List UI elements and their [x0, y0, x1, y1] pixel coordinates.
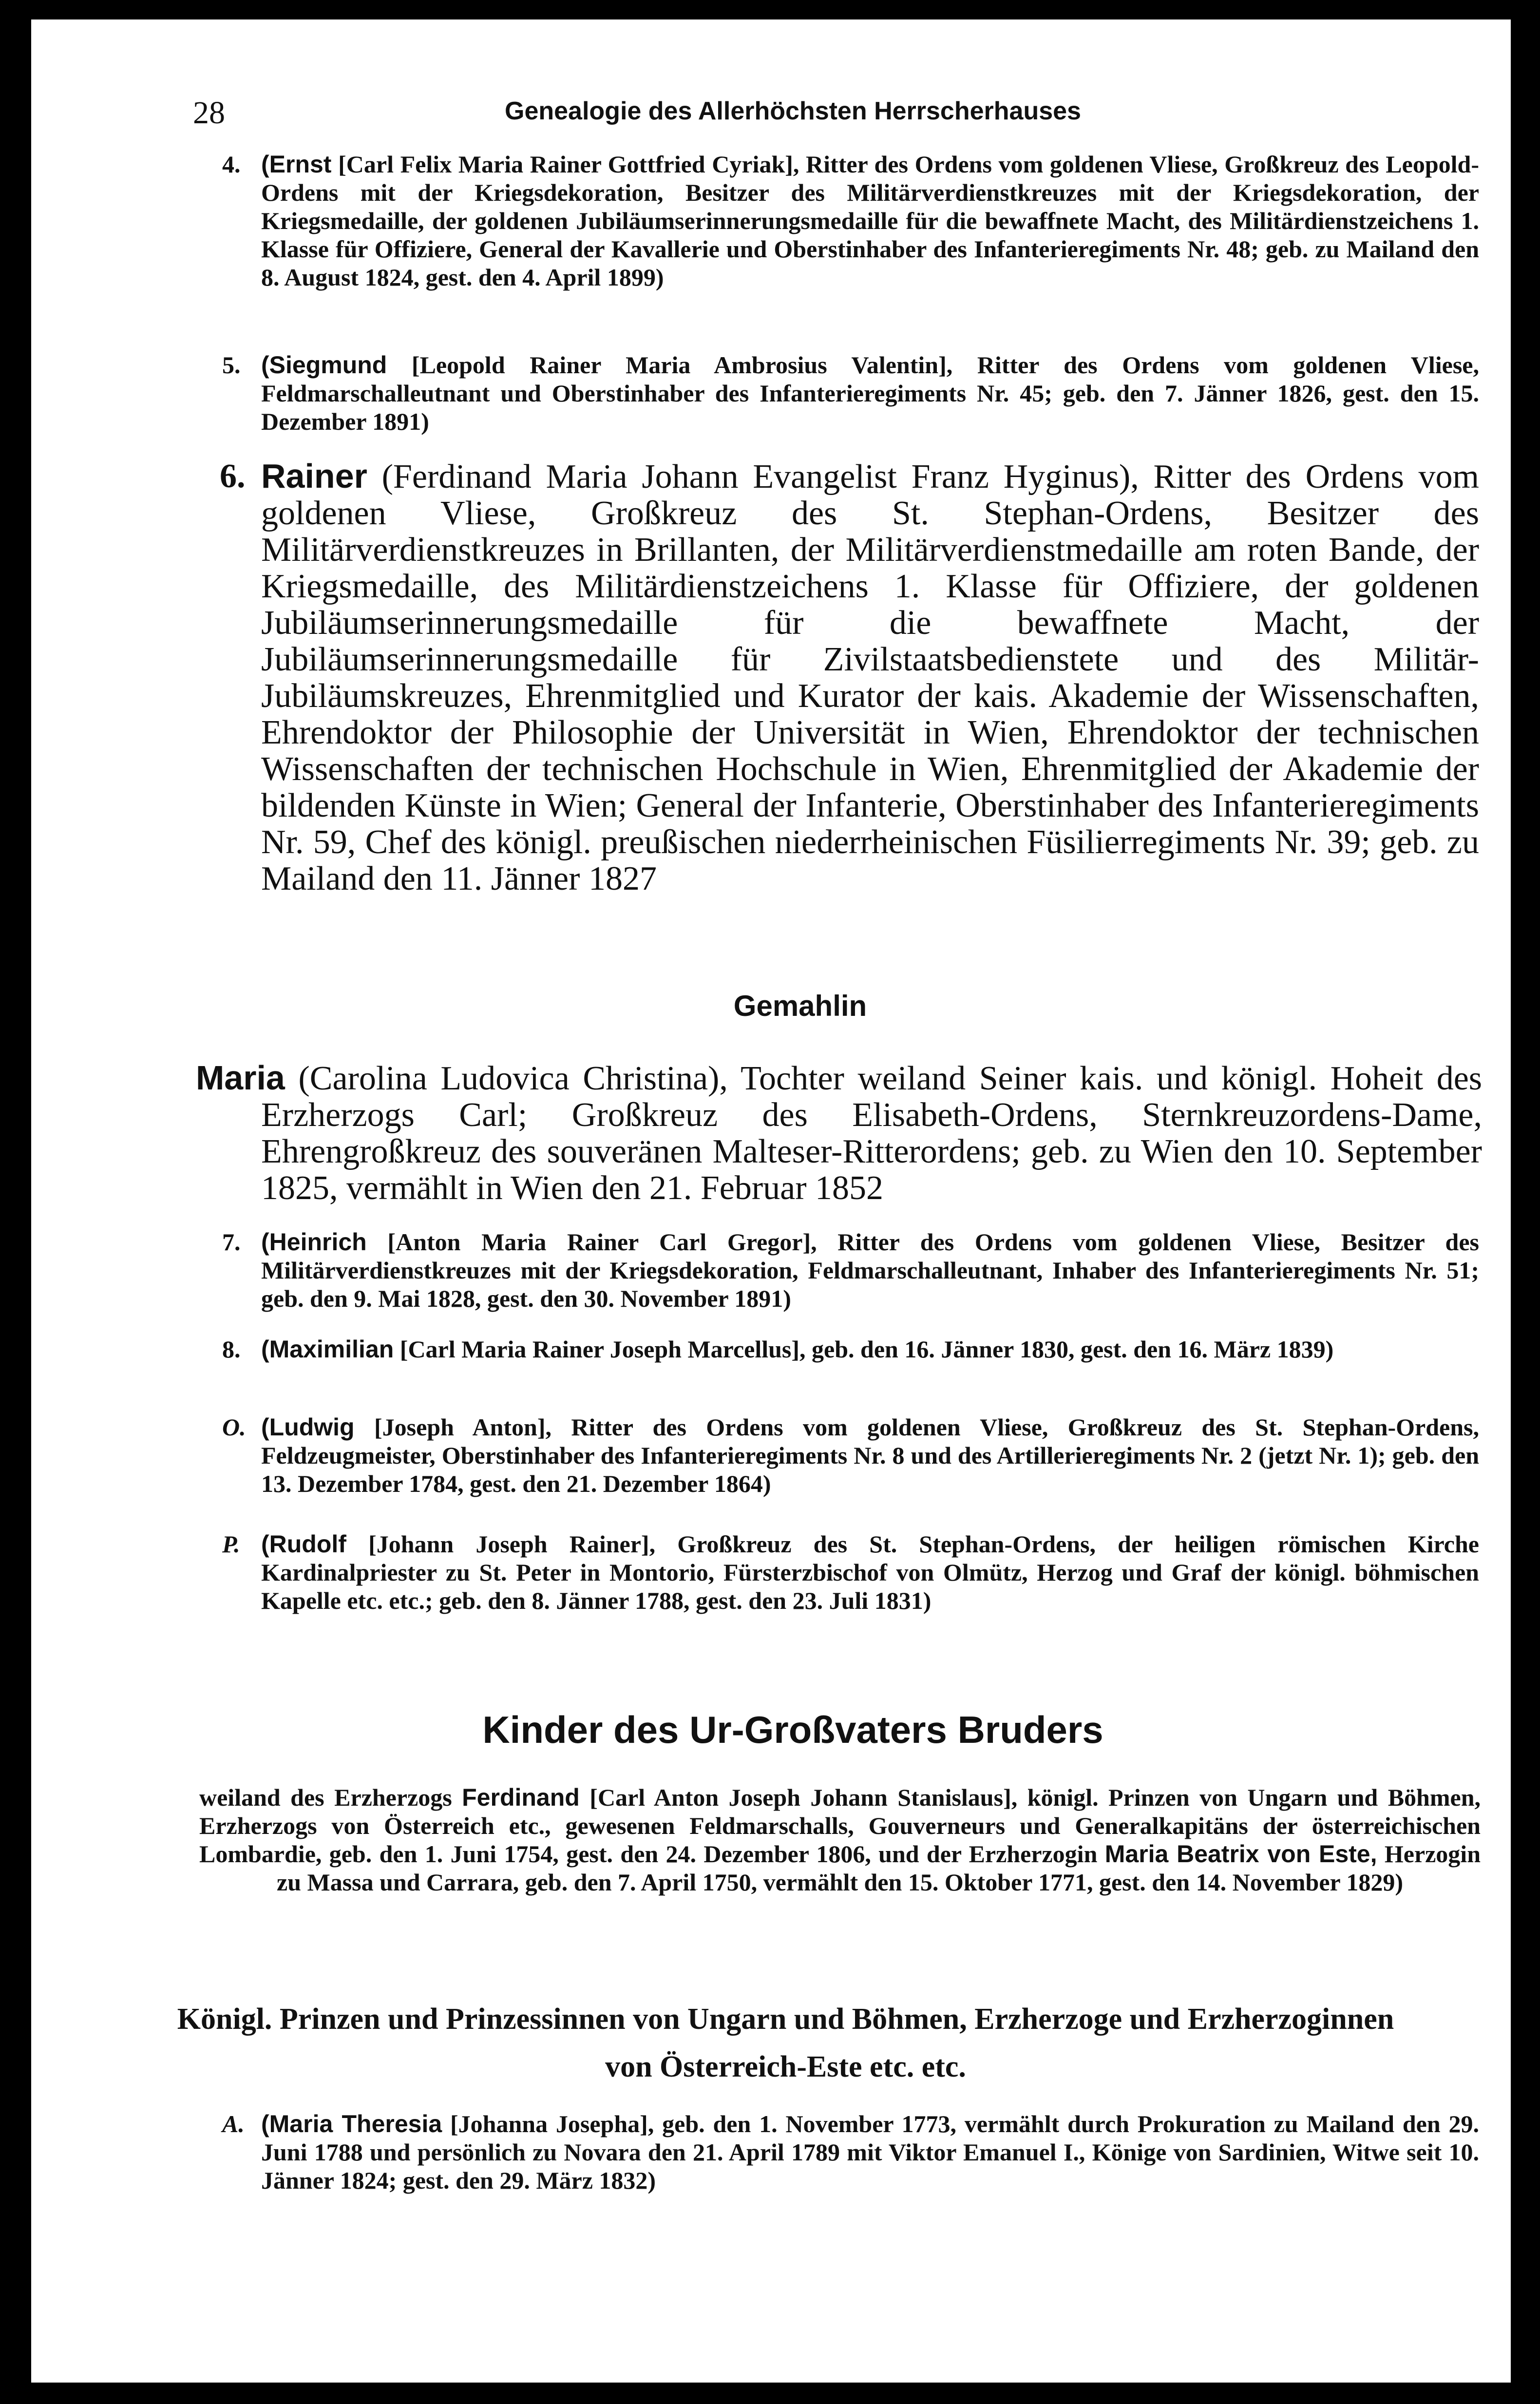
section-heading-line-2: von Österreich-Este etc. etc.	[605, 2050, 966, 2083]
entry-name: (Ernst	[261, 151, 332, 178]
section-intro	[199, 1783, 1481, 1896]
entry-5	[222, 351, 1479, 436]
entry-name: Rainer	[261, 457, 367, 495]
entry-name: (Ludwig	[261, 1413, 355, 1441]
entry-number: P.	[222, 1530, 240, 1558]
entry-text: [Anton Maria Rainer Carl Gregor], Ritter des Ordens vom goldenen Vliese, Besitzer des Militärverdienstkreuzes mit der Kriegsdekoration, Feldmarschalleutnant, Inhaber des Infanterieregiments Nr. 51; geb. den 9. Mai 1828, gest. den 30. November 1891)	[261, 1228, 1479, 1312]
entry-7	[222, 1228, 1479, 1313]
intro-name-maria-beatrix: Maria Beatrix von Este,	[1104, 1840, 1377, 1868]
entry-text: (Ferdinand Maria Johann Evangelist Franz Hyginus), Ritter des Ordens vom goldenen Vliese, Großkreuz des St. Stephan-Ordens, Besitzer des Militärverdienstkreuzes in Brillanten, der Militärverdienstmedaille am roten Bande, der Kriegsmedaille, des Militärdienstzeichens 1. Klasse für Offiziere, der goldenen Jubiläumserinnerungsmedaille für die bewaffnete Macht, der Jubiläumserinnerungsmedaille für Zivilstaatsbedienstete und des Militär-Jubiläumskreuzes, Ehrenmitglied und Kurator der kais. Akademie der Wissenschaften, Ehrendoktor der Philosophie der Universität in Wien, Ehrendoktor der technischen Wissenschaften der technischen Hochschule in Wien, Ehrenmitglied der Akademie der bildenden Künste in Wien; General der Infanterie, Oberstinhaber des Infanterieregiments Nr. 59, Chef des königl. preußischen niederrheinischen Füsilierregiments Nr. 39; geb. zu Mailand den 11. Jänner 1827	[261, 458, 1479, 897]
entry-text: [Leopold Rainer Maria Ambrosius Valentin], Ritter des Ordens vom goldenen Vliese, Feldmarschalleutnant und Oberstinhaber des Infanterieregiments Nr. 45; geb. den 7. Jänner 1826, gest. den 15. Dezember 1891)	[261, 351, 1479, 435]
entry-p	[222, 1530, 1479, 1615]
intro-text-3: Herzogin zu Massa und Carrara, geb. den 7. April 1750, vermählt den 15. Oktober 1771, gest. den 14. November 1829)	[277, 1840, 1481, 1896]
entry-a	[222, 2110, 1480, 2194]
entry-name: (Rudolf	[261, 1530, 346, 1558]
entry-name: (Siegmund	[261, 351, 387, 379]
entry-number: O.	[222, 1413, 246, 1441]
entry-number: 6.	[220, 458, 246, 495]
intro-text-2: [Carl Anton Joseph Johann Stanislaus], königl. Prinzen von Ungarn und Böhmen, Erzherzogs von Österreich etc., gewesenen Feldmarschalls, Gouverneurs und Generalkapitäns der österreichischen Lombardie, geb. den 1. Juni 1754, gest. den 24. Dezember 1806, und der Erzherzogin	[199, 1784, 1481, 1868]
document-page	[31, 19, 1511, 2383]
spouse-text: (Carolina Ludovica Christina), Tochter weiland Seiner kais. und königl. Hoheit des Erzherzogs Carl; Großkreuz des Elisabeth-Ordens, Sternkreuzordens-Dame, Ehrengroßkreuz des souveränen Malteser-Ritterordens; geb. zu Wien den 10. September 1825, vermählt in Wien den 21. Februar 1852	[261, 1060, 1483, 1207]
entry-number: 8.	[222, 1336, 241, 1363]
page-number: 28	[193, 95, 225, 131]
entry-8	[222, 1335, 1479, 1363]
entry-text: [Johanna Josepha], geb. den 1. November 1773, vermählt durch Prokuration zu Mailand den 29. Juni 1788 und persönlich zu Novara den 21. April 1789 mit Viktor Emanuel I., Könige von Sardinien, Witwe seit 10. Jänner 1824; gest. den 29. März 1832)	[261, 2110, 1480, 2194]
spouse-name: Maria	[196, 1059, 285, 1097]
entry-text: [Carl Felix Maria Rainer Gottfried Cyriak], Ritter des Ordens vom goldenen Vliese, Großkreuz des Leopold-Ordens mit der Kriegsdekoration, Besitzer des Militärverdienstkreuzes mit der Kriegsdekoration, der Kriegsmedaille, der goldenen Jubiläumserinnerungsmedaille für die bewaffnete Macht, des Militärdienstzeichens 1. Klasse für Offiziere, General der Kavallerie und Oberstinhaber des Infanterieregiments Nr. 48; geb. zu Mailand den 8. August 1824, gest. den 4. April 1899)	[261, 151, 1479, 291]
entry-name: (Heinrich	[261, 1228, 367, 1256]
section-heading-line-1: Königl. Prinzen und Prinzessinnen von Ungarn und Böhmen, Erzherzoge und Erzherzoginnen	[177, 2003, 1394, 2036]
page-header	[31, 83, 1511, 131]
entry-number: A.	[222, 2110, 245, 2137]
intro-name-ferdinand: Ferdinand	[462, 1784, 580, 1811]
intro-text-1: weiland des Erzherzogs	[199, 1784, 452, 1811]
entry-6-main	[220, 457, 1479, 897]
entry-o	[222, 1413, 1480, 1498]
entry-text: [Joseph Anton], Ritter des Ordens vom goldenen Vliese, Großkreuz des St. Stephan-Ordens, Feldzeugmeister, Oberstinhaber des Infanterieregiments Nr. 8 und des Artillerieregiments Nr. 2 (jetzt Nr. 1); geb. den 13. Dezember 1784, gest. den 21. Dezember 1864)	[261, 1413, 1480, 1497]
section-heading-kinder: Kinder des Ur-Großvaters Bruders	[482, 1708, 1103, 1751]
entry-number: 7.	[222, 1228, 241, 1256]
running-title: Genealogie des Allerhöchsten Herrscherhauses	[505, 97, 1081, 125]
entry-4	[222, 150, 1479, 291]
entry-name: (Maximilian	[261, 1336, 394, 1363]
entry-number: 4.	[222, 151, 241, 178]
section-heading-prinzen	[31, 1995, 1511, 2091]
entry-number: 5.	[222, 351, 241, 379]
spouse-heading: Gemahlin	[733, 990, 867, 1022]
spouse-entry	[196, 1060, 1482, 1206]
entry-text: [Carl Maria Rainer Joseph Marcellus], geb. den 16. Jänner 1830, gest. den 16. März 1839)	[399, 1336, 1334, 1363]
entry-text: [Johann Joseph Rainer], Großkreuz des St. Stephan-Ordens, der heiligen römischen Kirche Kardinalpriester zu St. Peter in Montorio, Fürsterzbischof von Olmütz, Herzog und Graf der königl. böhmischen Kapelle etc. etc.; geb. den 8. Jänner 1788, gest. den 23. Juli 1831)	[261, 1530, 1479, 1614]
entry-name: (Maria Theresia	[261, 2110, 442, 2137]
